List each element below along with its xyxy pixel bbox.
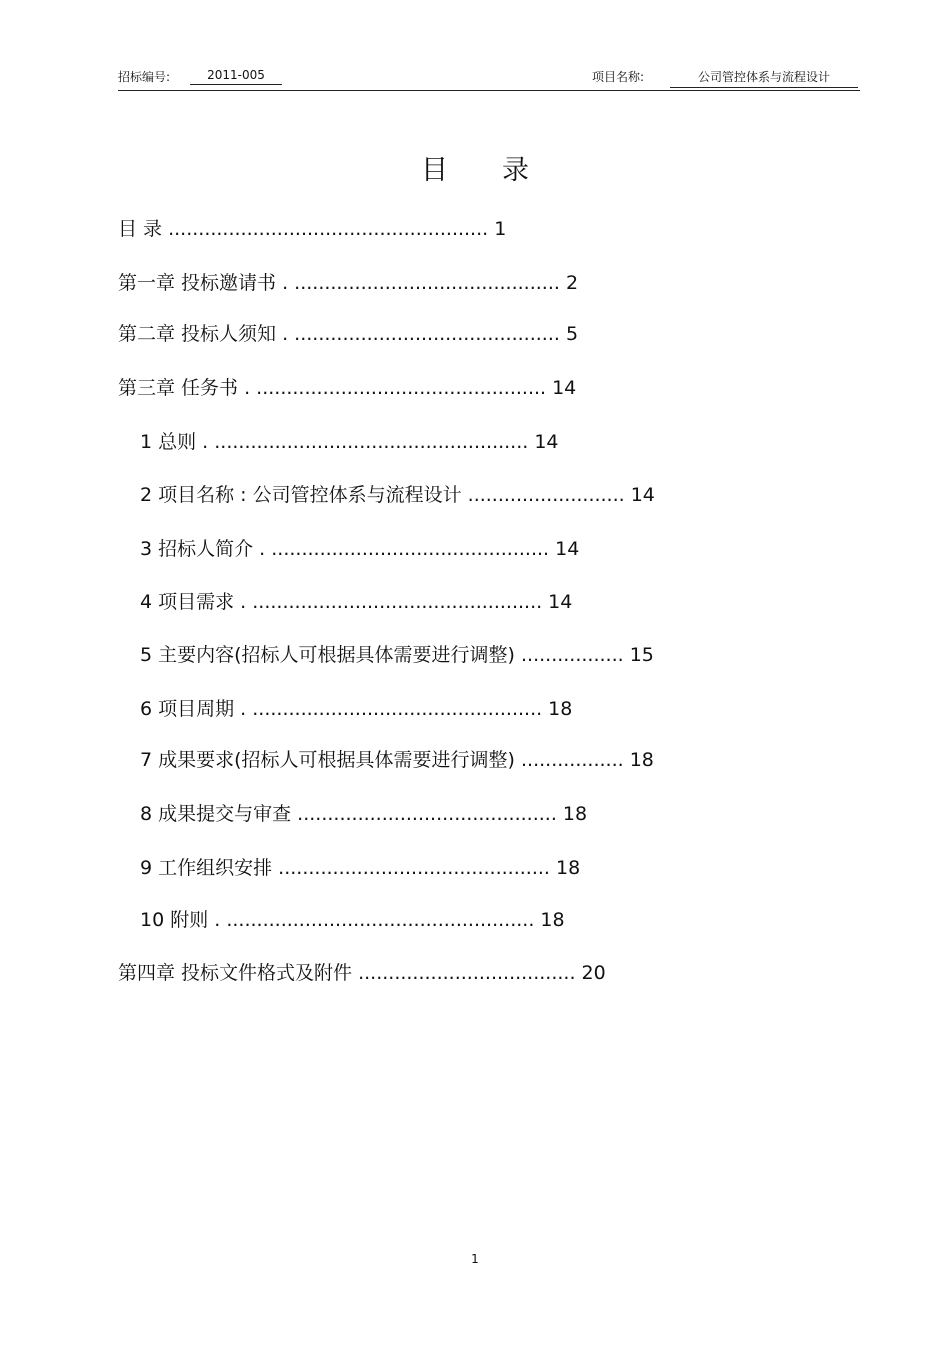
toc-entry-chapter-1[interactable]: 第一章 投标邀请书 . ............................................ 2 <box>118 272 579 294</box>
project-name-value: 公司管控体系与流程设计 <box>670 68 858 88</box>
bid-number-label: 招标编号: <box>118 70 171 84</box>
toc-entry-chapter-4[interactable]: 第四章 投标文件格式及附件 .................................... 20 <box>118 962 606 984</box>
toc-entry-section-2[interactable]: 2 项目名称 : 公司管控体系与流程设计 .......................... 14 <box>140 484 655 506</box>
toc-entry-section-8[interactable]: 8 成果提交与审查 ........................................... 18 <box>140 803 588 825</box>
toc-entry-section-4[interactable]: 4 项目需求 . ................................................ 14 <box>140 591 573 613</box>
header-rule <box>118 90 860 91</box>
toc-entry-section-7[interactable]: 7 成果要求(招标人可根据具体需要进行调整) ................. 18 <box>140 749 654 771</box>
toc-entry-chapter-2[interactable]: 第二章 投标人须知 . ............................................ 5 <box>118 323 579 345</box>
toc-entry-section-3[interactable]: 3 招标人简介 . .............................................. 14 <box>140 538 580 560</box>
toc-entry-contents[interactable]: 目 录 ..................................................... 1 <box>118 218 507 240</box>
toc-entry-section-5[interactable]: 5 主要内容(招标人可根据具体需要进行调整) ................. 15 <box>140 644 654 666</box>
toc-entry-section-1[interactable]: 1 总则 . .................................................... 14 <box>140 431 559 453</box>
toc-entry-chapter-3[interactable]: 第三章 任务书 . ................................................ 14 <box>118 377 577 399</box>
bid-number-value: 2011-005 <box>190 68 282 85</box>
toc-entry-section-6[interactable]: 6 项目周期 . ................................................ 18 <box>140 698 573 720</box>
page-header <box>118 66 860 90</box>
page-title: 目录 <box>421 155 583 186</box>
toc-entry-section-9[interactable]: 9 工作组织安排 ............................................. 18 <box>140 857 581 879</box>
project-name-label: 项目名称: <box>592 70 645 84</box>
page-number: 1 <box>471 1252 479 1266</box>
toc-entry-section-10[interactable]: 10 附则 . ................................................... 18 <box>140 909 565 931</box>
